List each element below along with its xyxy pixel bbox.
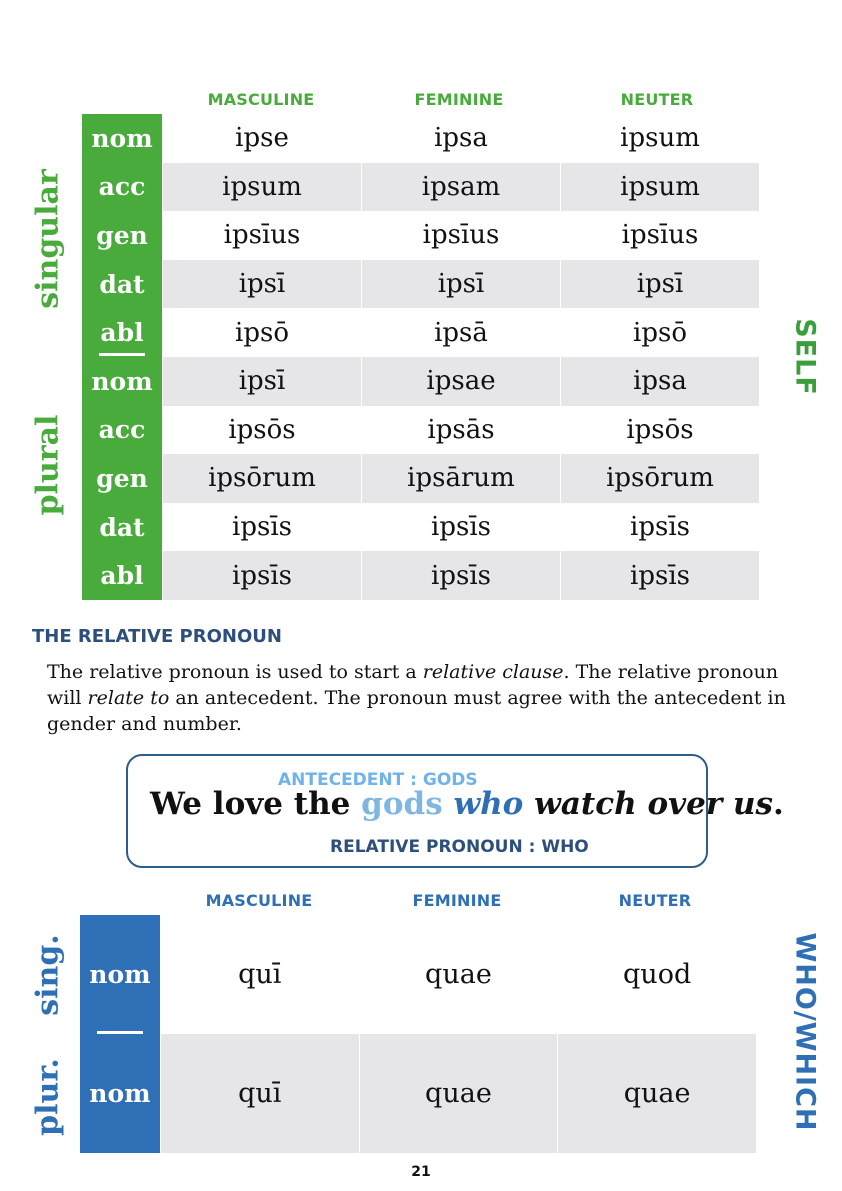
form-cell: ipsō: [560, 308, 759, 357]
form-cell: ipsō: [162, 308, 361, 357]
form-cell: ipsīs: [560, 503, 759, 552]
form-cell: quī: [160, 1034, 359, 1153]
form-cell: ipsum: [162, 163, 361, 212]
table-row: [82, 260, 760, 309]
form-cell: ipsum: [560, 114, 759, 163]
sentence-antecedent: gods: [361, 786, 443, 822]
form-cell: ipsīus: [361, 211, 560, 260]
form-cell: ipsum: [560, 163, 759, 212]
form-cell: ipsōs: [560, 406, 759, 455]
form-cell: quae: [359, 915, 558, 1034]
case-label: acc: [82, 163, 162, 212]
form-cell: ipsī: [560, 260, 759, 309]
form-cell: ipsās: [361, 406, 560, 455]
form-cell: ipse: [162, 114, 361, 163]
para-text: . The relative pronoun will: [47, 661, 779, 709]
case-label: [80, 915, 160, 1034]
case-label: nom: [82, 114, 162, 163]
label-plur: plur.: [30, 1058, 66, 1136]
antecedent-label: ANTECEDENT : GODS: [278, 770, 478, 790]
table-row: [82, 406, 760, 455]
table-row: [82, 308, 760, 357]
table-row: [82, 454, 760, 503]
header-neuter: NEUTER: [620, 90, 694, 109]
header-masculine: MASCULINE: [207, 90, 315, 109]
form-cell: ipsīs: [560, 551, 759, 600]
case-label: dat: [82, 503, 162, 552]
sentence-relative-pronoun: who: [453, 786, 524, 822]
form-cell: ipsīs: [162, 503, 361, 552]
header-neuter: NEUTER: [618, 891, 692, 910]
para-emphasis: relate to: [87, 687, 170, 709]
form-cell: ipsīus: [560, 211, 759, 260]
section-title: THE RELATIVE PRONOUN: [32, 626, 282, 647]
table-row: [82, 551, 760, 600]
form-cell: ipsa: [560, 357, 759, 406]
side-label-who-which: WHO/WHICH: [789, 932, 821, 1132]
label-sing: sing.: [30, 934, 66, 1016]
form-cell: ipsī: [361, 260, 560, 309]
para-text: The relative pronoun is used to start a: [47, 661, 423, 683]
table-row: [82, 503, 760, 552]
form-cell: ipsōs: [162, 406, 361, 455]
example-sentence: [150, 786, 784, 822]
label-plural: plural: [30, 414, 66, 516]
form-cell: ipsārum: [361, 454, 560, 503]
table-row: [82, 211, 760, 260]
header-masculine: MASCULINE: [205, 891, 313, 910]
sentence-clause: watch over us: [523, 786, 773, 822]
case-label: gen: [82, 454, 162, 503]
sentence-end: .: [772, 786, 784, 822]
relative-pronoun-table: [80, 915, 756, 1153]
case-label: abl: [82, 551, 162, 600]
table-row: [80, 915, 756, 1034]
table-row: [82, 163, 760, 212]
form-cell: ipsīs: [162, 551, 361, 600]
form-cell: quae: [359, 1034, 558, 1153]
form-cell: ipsī: [162, 357, 361, 406]
table-row: [82, 357, 760, 406]
form-cell: ipsōrum: [162, 454, 361, 503]
ipse-declension-table: [82, 114, 760, 600]
header-feminine: FEMININE: [414, 90, 504, 109]
relative-pronoun-label: RELATIVE PRONOUN : WHO: [330, 837, 589, 857]
case-label-text: nom: [89, 960, 151, 989]
form-cell: ipsa: [361, 114, 560, 163]
case-label: nom: [82, 357, 162, 406]
case-label: acc: [82, 406, 162, 455]
form-cell: ipsā: [361, 308, 560, 357]
header-feminine: FEMININE: [412, 891, 502, 910]
form-cell: ipsōrum: [560, 454, 759, 503]
form-cell: ipsam: [361, 163, 560, 212]
page-number: 21: [411, 1164, 431, 1180]
case-label: nom: [80, 1034, 160, 1153]
label-singular: singular: [30, 169, 66, 309]
section-paragraph: [47, 659, 807, 737]
case-label-text: abl: [100, 318, 144, 348]
case-label: gen: [82, 211, 162, 260]
form-cell: quae: [557, 1034, 756, 1153]
form-cell: quī: [160, 915, 359, 1034]
para-emphasis: relative clause: [422, 661, 564, 683]
form-cell: ipsīs: [361, 503, 560, 552]
form-cell: ipsīs: [361, 551, 560, 600]
form-cell: quod: [557, 915, 756, 1034]
case-label: dat: [82, 260, 162, 309]
form-cell: ipsī: [162, 260, 361, 309]
singular-plural-divider: [99, 353, 145, 356]
sentence-lead: We love the: [150, 786, 362, 822]
case-label: [82, 308, 162, 357]
table-row: [82, 114, 760, 163]
form-cell: ipsae: [361, 357, 560, 406]
para-text: an antecedent. The pronoun must agree with the antecedent in gender and number.: [47, 687, 786, 735]
form-cell: ipsīus: [162, 211, 361, 260]
table-row: [80, 1034, 756, 1153]
side-label-self: SELF: [789, 318, 821, 396]
